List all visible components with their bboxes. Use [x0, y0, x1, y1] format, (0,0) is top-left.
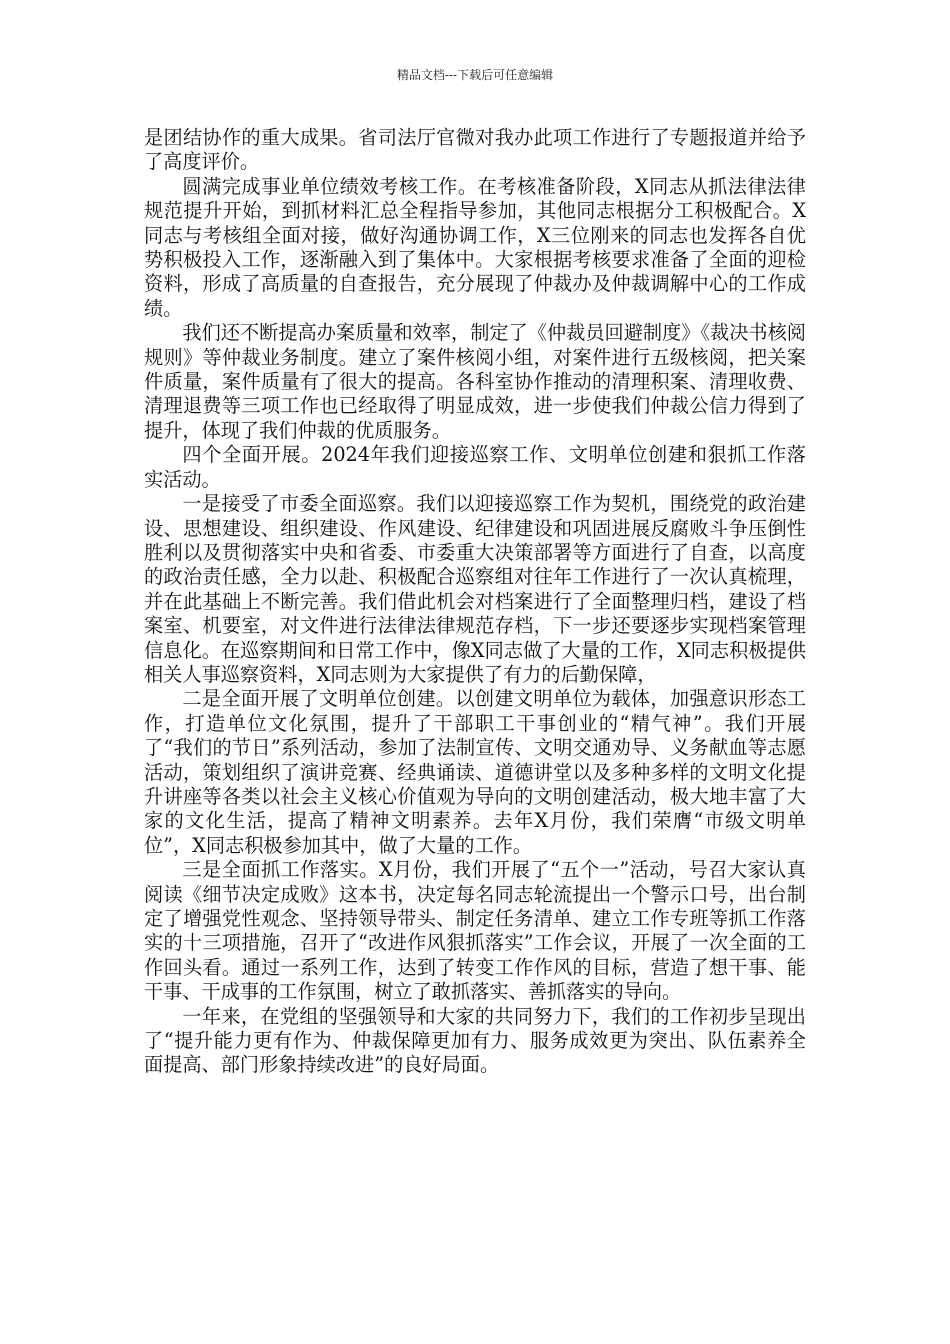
paragraph: 三是全面抓工作落实。X月份，我们开展了“五个一”活动，号召大家认真阅读《细节决定成败》这本书，决定每名同志轮流提出一个警示口号，出台制定了增强党性观念、坚持领导带头、制定任务清单、建立工作专班等抓工作落实的十三项措施，召开了“改进作风狠抓落实”工作会议，开展了一次全面的工作回头看。通过一系列工作，达到了转变工作作风的目标，营造了想干事、能干事、干成事的工作氛围，树立了敢抓落实、善抓落实的导向。	[144, 858, 806, 1004]
paragraph: 是团结协作的重大成果。省司法厅官微对我办此项工作进行了专题报道并给予了高度评价。	[144, 126, 806, 174]
paragraph: 一年来，在党组的坚强领导和大家的共同努力下，我们的工作初步呈现出了“提升能力更有作为、仲裁保障更加有力、服务成效更为突出、队伍素养全面提高、部门形象持续改进”的良好局面。	[144, 1004, 806, 1077]
page-header: 精品文档---下载后可任意编辑	[396, 68, 554, 82]
paragraph: 一是接受了市委全面巡察。我们以迎接巡察工作为契机，围绕党的政治建设、思想建设、组织建设、作风建设、纪律建设和巩固进展反腐败斗争压倒性胜利以及贯彻落实中央和省委、市委重大决策部署等方面进行了自查，以高度的政治责任感，全力以赴、积极配合巡察组对往年工作进行了一次认真梳理，并在此基础上不断完善。我们借此机会对档案进行了全面整理归档，建设了档案室、机要室，对文件进行法律法律规范存档，下一步还要逐步实现档案管理信息化。在巡察期间和日常工作中，像X同志做了大量的工作，X同志积极提供相关人事巡察资料，X同志则为大家提供了有力的后勤保障，	[144, 492, 806, 686]
paragraph: 四个全面开展。2024年我们迎接巡察工作、文明单位创建和狠抓工作落实活动。	[144, 443, 806, 491]
paragraph: 我们还不断提高办案质量和效率，制定了《仲裁员回避制度》《裁决书核阅规则》等仲裁业务制度。建立了案件核阅小组，对案件进行五级核阅，把关案件质量，案件质量有了很大的提高。各科室协作推动的清理积案、清理收费、清理退费等三项工作也已经取得了明显成效，进一步使我们仲裁公信力得到了提升，体现了我们仲裁的优质服务。	[144, 321, 806, 442]
document-body	[144, 126, 806, 1078]
paragraph: 圆满完成事业单位绩效考核工作。在考核准备阶段，X同志从抓法律法律规范提升开始，到抓材料汇总全程指导参加，其他同志根据分工积极配合。X同志与考核组全面对接，做好沟通协调工作，X三位刚来的同志也发挥各自优势积极投入工作，逐渐融入到了集体中。大家根据考核要求准备了全面的迎检资料，形成了高质量的自查报告，充分展现了仲裁办及仲裁调解中心的工作成绩。	[144, 174, 806, 320]
paragraph: 二是全面开展了文明单位创建。以创建文明单位为载体，加强意识形态工作，打造单位文化氛围，提升了干部职工干事创业的“精气神”。我们开展了“我们的节日”系列活动，参加了法制宣传、文明交通劝导、义务献血等志愿活动，策划组织了演讲竞赛、经典诵读、道德讲堂以及多种多样的文明文化提升讲座等各类以社会主义核心价值观为导向的文明创建活动，极大地丰富了大家的文化生活，提高了精神文明素养。去年X月份，我们荣膺“市级文明单位”，X同志积极参加其中，做了大量的工作。	[144, 687, 806, 857]
